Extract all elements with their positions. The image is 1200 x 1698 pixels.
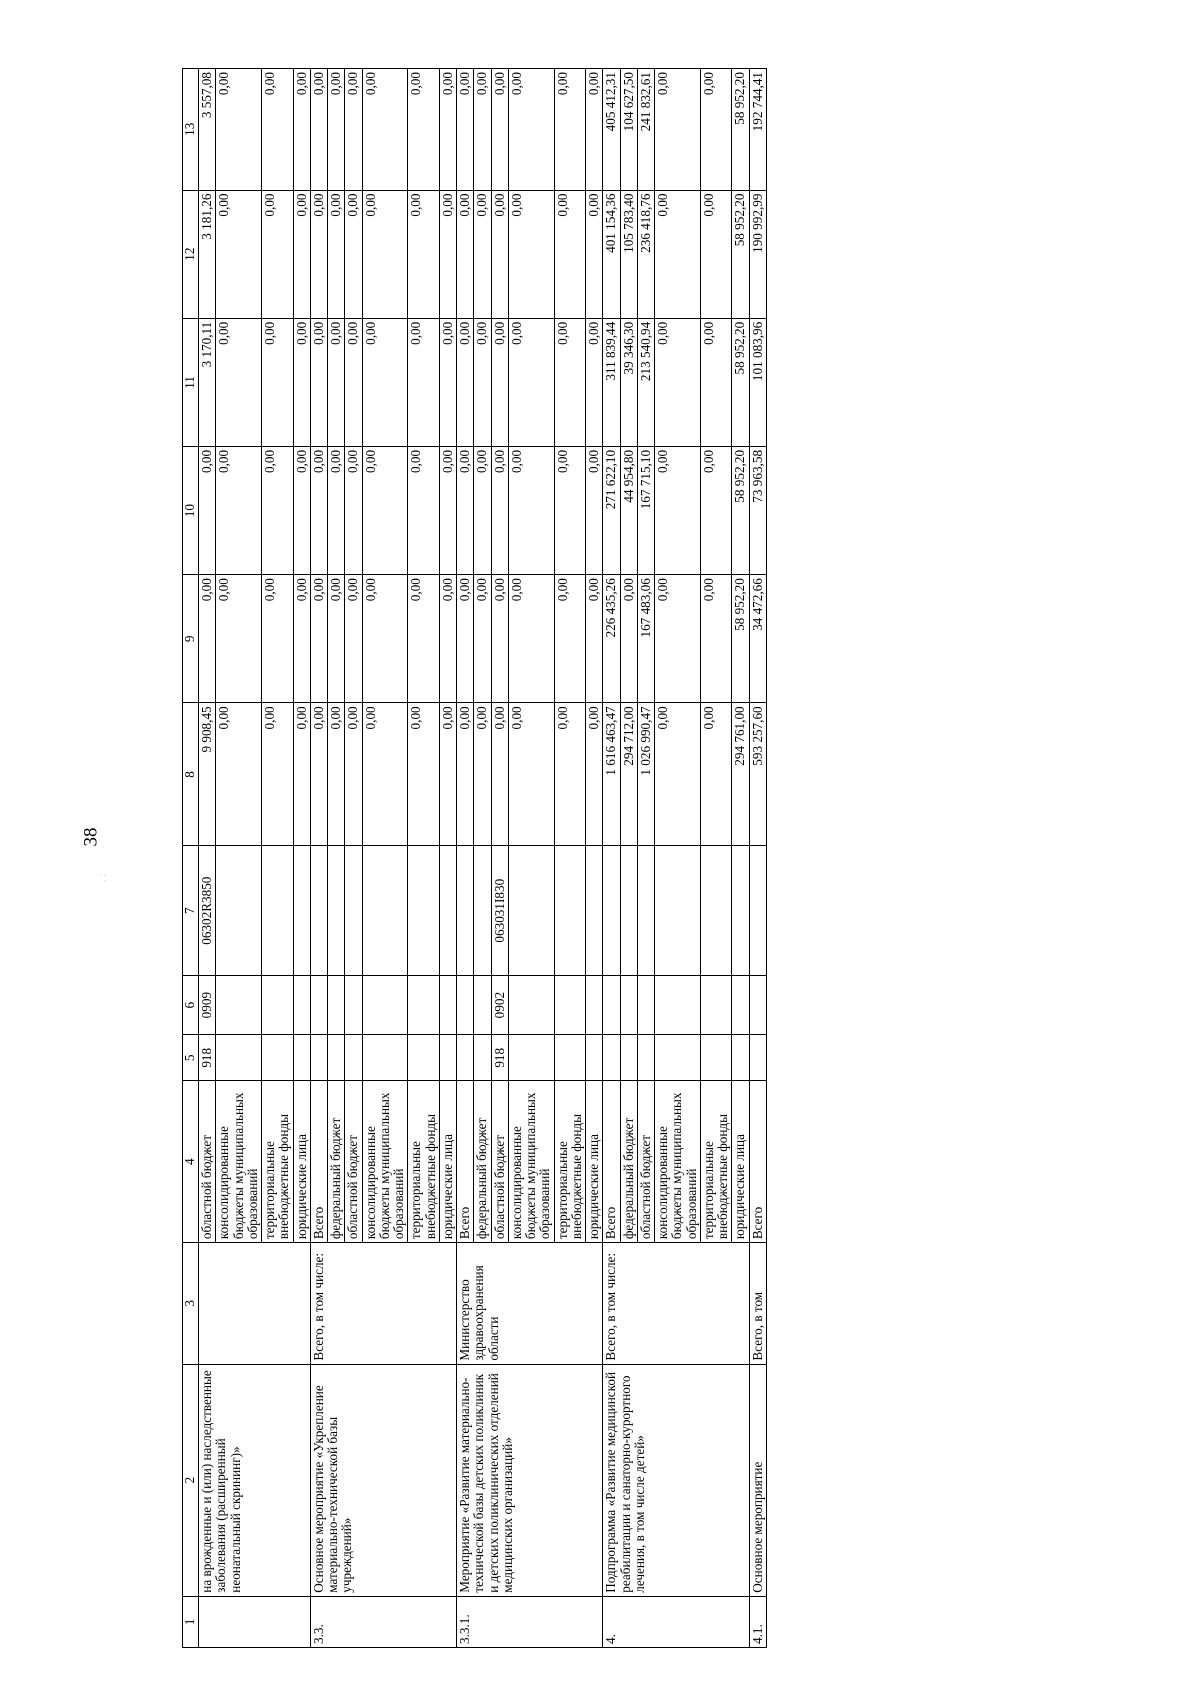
funding-source: консолидированные бюджеты муниципальных образований — [508, 1081, 554, 1243]
amount-cell: 9 908,45 — [199, 703, 216, 846]
table-row — [310, 69, 327, 1648]
section-code — [262, 975, 294, 1034]
grbs-code — [439, 1035, 456, 1081]
section-code — [439, 975, 456, 1034]
table-body — [199, 69, 767, 1648]
funding-source: юридические лица — [586, 1081, 603, 1243]
amount-cell: 236 418,76 — [637, 190, 654, 318]
funding-source: федеральный бюджет — [328, 1081, 345, 1243]
column-header: 9 — [183, 575, 199, 703]
amount-cell: 0,00 — [293, 446, 310, 574]
target-article-code — [457, 846, 474, 976]
amount-cell: 0,00 — [216, 69, 262, 191]
amount-cell: 167 483,06 — [637, 575, 654, 703]
amount-cell: 0,00 — [310, 318, 327, 446]
amount-cell: 34 472,66 — [749, 575, 766, 703]
amount-cell: 0,00 — [457, 318, 474, 446]
target-article-code — [732, 846, 749, 976]
amount-cell: 0,00 — [216, 190, 262, 318]
amount-cell: 0,00 — [293, 69, 310, 191]
amount-cell: 0,00 — [491, 190, 508, 318]
grbs-code — [700, 1035, 732, 1081]
funding-source: территориальные внебюджетные фонды — [700, 1081, 732, 1243]
amount-cell: 311 839,44 — [603, 318, 620, 446]
amount-cell: 3 557,08 — [199, 69, 216, 191]
amount-cell: 0,00 — [310, 575, 327, 703]
amount-cell: 0,00 — [491, 69, 508, 191]
amount-cell: 0,00 — [620, 575, 637, 703]
target-article-code — [508, 846, 554, 976]
grbs-code: 918 — [199, 1035, 216, 1081]
table-row — [199, 69, 216, 1648]
target-article-code — [310, 846, 327, 976]
amount-cell: 0,00 — [216, 318, 262, 446]
target-article-code — [620, 846, 637, 976]
amount-cell: 0,00 — [508, 575, 554, 703]
amount-cell: 0,00 — [310, 446, 327, 574]
grbs-code — [474, 1035, 491, 1081]
target-article-code — [749, 846, 766, 976]
funding-source: федеральный бюджет — [620, 1081, 637, 1243]
target-article-code: 063031I830 — [491, 846, 508, 976]
target-article-code — [345, 846, 362, 976]
amount-cell: 0,00 — [345, 318, 362, 446]
amount-cell: 0,00 — [362, 318, 408, 446]
section-code — [620, 975, 637, 1034]
amount-cell: 0,00 — [655, 446, 701, 574]
amount-cell: 0,00 — [655, 190, 701, 318]
amount-cell: 0,00 — [345, 575, 362, 703]
grbs-code — [345, 1035, 362, 1081]
funding-source: консолидированные бюджеты муниципальных образований — [362, 1081, 408, 1243]
amount-cell: 0,00 — [586, 575, 603, 703]
funding-source: областной бюджет — [345, 1081, 362, 1243]
funding-source: областной бюджет — [637, 1081, 654, 1243]
grbs-code — [262, 1035, 294, 1081]
amount-cell: 0,00 — [474, 703, 491, 846]
amount-cell: 0,00 — [508, 318, 554, 446]
amount-cell: 0,00 — [700, 190, 732, 318]
target-article-code — [362, 846, 408, 976]
amount-cell: 0,00 — [439, 575, 456, 703]
amount-cell: 0,00 — [262, 190, 294, 318]
item-name: Мероприятие «Развитие материально-технической базы детских поликлиник и детских поликлинических отделений медицинских организаций» — [457, 1364, 603, 1596]
column-header: 12 — [183, 190, 199, 318]
amount-cell: 0,00 — [508, 446, 554, 574]
item-name: Основное мероприятие — [749, 1364, 766, 1596]
amount-cell: 0,00 — [293, 575, 310, 703]
responsible-executor — [199, 1243, 311, 1364]
amount-cell: 0,00 — [554, 446, 586, 574]
amount-cell: 0,00 — [586, 703, 603, 846]
section-code — [457, 975, 474, 1034]
amount-cell: 190 992,99 — [749, 190, 766, 318]
item-name: на врожденные и (или) наследственные заболевания (расширенный неонатальный скрининг)» — [199, 1364, 311, 1596]
funding-source: территориальные внебюджетные фонды — [262, 1081, 294, 1243]
target-article-code — [700, 846, 732, 976]
amount-cell: 0,00 — [262, 575, 294, 703]
amount-cell: 104 627,50 — [620, 69, 637, 191]
section-code — [408, 975, 440, 1034]
amount-cell: 294 761,00 — [732, 703, 749, 846]
amount-cell: 0,00 — [554, 69, 586, 191]
grbs-code — [216, 1035, 262, 1081]
amount-cell: 0,00 — [474, 446, 491, 574]
amount-cell: 3 170,11 — [199, 318, 216, 446]
amount-cell: 0,00 — [586, 446, 603, 574]
budget-table — [182, 68, 767, 1648]
funding-source: консолидированные бюджеты муниципальных образований — [655, 1081, 701, 1243]
amount-cell: 0,00 — [328, 575, 345, 703]
section-code — [508, 975, 554, 1034]
item-number: 4. — [603, 1596, 749, 1647]
amount-cell: 0,00 — [474, 575, 491, 703]
target-article-code: 06302R3850 — [199, 846, 216, 976]
amount-cell: 0,00 — [328, 446, 345, 574]
amount-cell: 0,00 — [345, 703, 362, 846]
amount-cell: 0,00 — [700, 446, 732, 574]
table-row — [603, 69, 620, 1648]
amount-cell: 0,00 — [457, 190, 474, 318]
item-number: 3.3. — [310, 1596, 456, 1647]
funding-source: консолидированные бюджеты муниципальных образований — [216, 1081, 262, 1243]
amount-cell: 58 952,20 — [732, 318, 749, 446]
amount-cell: 0,00 — [700, 318, 732, 446]
amount-cell: 39 346,30 — [620, 318, 637, 446]
amount-cell: 0,00 — [474, 318, 491, 446]
target-article-code — [603, 846, 620, 976]
amount-cell: 0,00 — [310, 69, 327, 191]
section-code — [293, 975, 310, 1034]
amount-cell: 58 952,20 — [732, 575, 749, 703]
column-header: 3 — [183, 1243, 199, 1364]
funding-source: территориальные внебюджетные фонды — [554, 1081, 586, 1243]
grbs-code — [293, 1035, 310, 1081]
amount-cell: 73 963,58 — [749, 446, 766, 574]
amount-cell: 0,00 — [199, 446, 216, 574]
section-code: 0909 — [199, 975, 216, 1034]
funding-source: Всего — [603, 1081, 620, 1243]
amount-cell: 58 952,20 — [732, 190, 749, 318]
target-article-code — [586, 846, 603, 976]
amount-cell: 0,00 — [408, 190, 440, 318]
grbs-code — [362, 1035, 408, 1081]
grbs-code — [637, 1035, 654, 1081]
grbs-code: 918 — [491, 1035, 508, 1081]
amount-cell: 0,00 — [700, 575, 732, 703]
amount-cell: 1 616 463,47 — [603, 703, 620, 846]
section-code — [362, 975, 408, 1034]
amount-cell: 0,00 — [655, 69, 701, 191]
grbs-code — [310, 1035, 327, 1081]
funding-source: областной бюджет — [199, 1081, 216, 1243]
amount-cell: 294 712,00 — [620, 703, 637, 846]
amount-cell: 271 622,10 — [603, 446, 620, 574]
amount-cell: 0,00 — [439, 703, 456, 846]
target-article-code — [655, 846, 701, 976]
funding-source: Всего — [310, 1081, 327, 1243]
section-code — [474, 975, 491, 1034]
amount-cell: 0,00 — [700, 703, 732, 846]
amount-cell: 0,00 — [310, 190, 327, 318]
grbs-code — [508, 1035, 554, 1081]
funding-source: территориальные внебюджетные фонды — [408, 1081, 440, 1243]
funding-source: областной бюджет — [491, 1081, 508, 1243]
amount-cell: 0,00 — [345, 69, 362, 191]
amount-cell: 0,00 — [262, 703, 294, 846]
amount-cell: 0,00 — [293, 318, 310, 446]
amount-cell: 0,00 — [457, 703, 474, 846]
amount-cell: 0,00 — [408, 446, 440, 574]
amount-cell: 0,00 — [655, 575, 701, 703]
amount-cell: 0,00 — [508, 69, 554, 191]
column-header: 11 — [183, 318, 199, 446]
amount-cell: 0,00 — [362, 703, 408, 846]
amount-cell: 0,00 — [508, 703, 554, 846]
stray-mark: . : — [96, 873, 109, 883]
amount-cell: 0,00 — [655, 318, 701, 446]
grbs-code — [328, 1035, 345, 1081]
target-article-code — [439, 846, 456, 976]
section-code: 0902 — [491, 975, 508, 1034]
amount-cell: 0,00 — [293, 190, 310, 318]
column-header: 8 — [183, 703, 199, 846]
section-code — [603, 975, 620, 1034]
responsible-executor: Всего, в том числе: — [603, 1243, 749, 1364]
amount-cell: 0,00 — [554, 703, 586, 846]
amount-cell: 0,00 — [508, 190, 554, 318]
amount-cell: 0,00 — [328, 703, 345, 846]
responsible-executor: Всего, в том числе: — [310, 1243, 456, 1364]
amount-cell: 0,00 — [262, 318, 294, 446]
section-code — [345, 975, 362, 1034]
amount-cell: 241 832,61 — [637, 69, 654, 191]
amount-cell: 44 954,80 — [620, 446, 637, 574]
funding-source: Всего — [457, 1081, 474, 1243]
funding-source: юридические лица — [439, 1081, 456, 1243]
grbs-code — [749, 1035, 766, 1081]
section-code — [700, 975, 732, 1034]
target-article-code — [637, 846, 654, 976]
column-header: 2 — [183, 1364, 199, 1596]
grbs-code — [603, 1035, 620, 1081]
grbs-code — [620, 1035, 637, 1081]
amount-cell: 0,00 — [554, 575, 586, 703]
amount-cell: 192 744,41 — [749, 69, 766, 191]
target-article-code — [216, 846, 262, 976]
funding-source: юридические лица — [732, 1081, 749, 1243]
responsible-executor: Всего, в том — [749, 1243, 766, 1364]
amount-cell: 0,00 — [491, 575, 508, 703]
column-header: 10 — [183, 446, 199, 574]
amount-cell: 0,00 — [474, 190, 491, 318]
amount-cell: 0,00 — [262, 446, 294, 574]
amount-cell: 0,00 — [216, 703, 262, 846]
amount-cell: 213 540,94 — [637, 318, 654, 446]
grbs-code — [732, 1035, 749, 1081]
column-header: 4 — [183, 1081, 199, 1243]
amount-cell: 0,00 — [362, 575, 408, 703]
amount-cell: 0,00 — [345, 446, 362, 574]
table-row — [749, 69, 766, 1648]
item-name: Основное мероприятие «Укрепление материально-технической базы учреждений» — [310, 1364, 456, 1596]
column-number-row — [183, 69, 199, 1648]
amount-cell: 0,00 — [554, 318, 586, 446]
item-number — [199, 1596, 311, 1647]
amount-cell: 0,00 — [457, 69, 474, 191]
amount-cell: 0,00 — [474, 69, 491, 191]
amount-cell: 0,00 — [345, 190, 362, 318]
amount-cell: 0,00 — [439, 318, 456, 446]
section-code — [586, 975, 603, 1034]
column-header: 13 — [183, 69, 199, 191]
amount-cell: 593 257,60 — [749, 703, 766, 846]
amount-cell: 0,00 — [655, 703, 701, 846]
section-code — [554, 975, 586, 1034]
target-article-code — [293, 846, 310, 976]
grbs-code — [586, 1035, 603, 1081]
page-number: 38 — [80, 827, 102, 847]
amount-cell: 0,00 — [457, 446, 474, 574]
target-article-code — [474, 846, 491, 976]
section-code — [749, 975, 766, 1034]
responsible-executor: Министерство здравоохранения области — [457, 1243, 603, 1364]
grbs-code — [655, 1035, 701, 1081]
amount-cell: 405 412,31 — [603, 69, 620, 191]
amount-cell: 0,00 — [328, 190, 345, 318]
funding-source: юридические лица — [293, 1081, 310, 1243]
amount-cell: 0,00 — [328, 69, 345, 191]
amount-cell: 0,00 — [491, 703, 508, 846]
amount-cell: 0,00 — [408, 318, 440, 446]
column-header: 5 — [183, 1035, 199, 1081]
section-code — [732, 975, 749, 1034]
amount-cell: 0,00 — [362, 446, 408, 574]
amount-cell: 1 026 990,47 — [637, 703, 654, 846]
amount-cell: 0,00 — [408, 69, 440, 191]
amount-cell: 0,00 — [457, 575, 474, 703]
amount-cell: 401 154,36 — [603, 190, 620, 318]
amount-cell: 105 783,40 — [620, 190, 637, 318]
target-article-code — [554, 846, 586, 976]
section-code — [328, 975, 345, 1034]
amount-cell: 0,00 — [439, 446, 456, 574]
amount-cell: 0,00 — [362, 190, 408, 318]
amount-cell: 0,00 — [491, 318, 508, 446]
amount-cell: 0,00 — [700, 69, 732, 191]
funding-source: Всего — [749, 1081, 766, 1243]
item-number: 3.3.1. — [457, 1596, 603, 1647]
item-name: Подпрограмма «Развитие медицинской реабилитации и санаторно-курортного лечения, в том числе детей» — [603, 1364, 749, 1596]
amount-cell: 0,00 — [439, 190, 456, 318]
amount-cell: 0,00 — [554, 190, 586, 318]
amount-cell: 0,00 — [586, 318, 603, 446]
grbs-code — [457, 1035, 474, 1081]
amount-cell: 0,00 — [362, 69, 408, 191]
column-header: 1 — [183, 1596, 199, 1647]
target-article-code — [328, 846, 345, 976]
amount-cell: 0,00 — [586, 190, 603, 318]
section-code — [216, 975, 262, 1034]
column-header: 7 — [183, 846, 199, 976]
amount-cell: 0,00 — [408, 703, 440, 846]
amount-cell: 0,00 — [491, 446, 508, 574]
amount-cell: 0,00 — [439, 69, 456, 191]
section-code — [310, 975, 327, 1034]
amount-cell: 0,00 — [199, 575, 216, 703]
rotated-table-container — [182, 68, 1062, 1648]
section-code — [637, 975, 654, 1034]
amount-cell: 0,00 — [216, 446, 262, 574]
amount-cell: 58 952,20 — [732, 69, 749, 191]
amount-cell: 0,00 — [586, 69, 603, 191]
amount-cell: 3 181,26 — [199, 190, 216, 318]
amount-cell: 101 083,96 — [749, 318, 766, 446]
target-article-code — [408, 846, 440, 976]
amount-cell: 0,00 — [408, 575, 440, 703]
target-article-code — [262, 846, 294, 976]
item-number: 4.1. — [749, 1596, 766, 1647]
grbs-code — [554, 1035, 586, 1081]
amount-cell: 0,00 — [310, 703, 327, 846]
amount-cell: 0,00 — [216, 575, 262, 703]
amount-cell: 226 435,26 — [603, 575, 620, 703]
amount-cell: 167 715,10 — [637, 446, 654, 574]
grbs-code — [408, 1035, 440, 1081]
amount-cell: 58 952,20 — [732, 446, 749, 574]
section-code — [655, 975, 701, 1034]
funding-source: федеральный бюджет — [474, 1081, 491, 1243]
amount-cell: 0,00 — [262, 69, 294, 191]
column-header: 6 — [183, 975, 199, 1034]
amount-cell: 0,00 — [328, 318, 345, 446]
table-row — [457, 69, 474, 1648]
amount-cell: 0,00 — [293, 703, 310, 846]
